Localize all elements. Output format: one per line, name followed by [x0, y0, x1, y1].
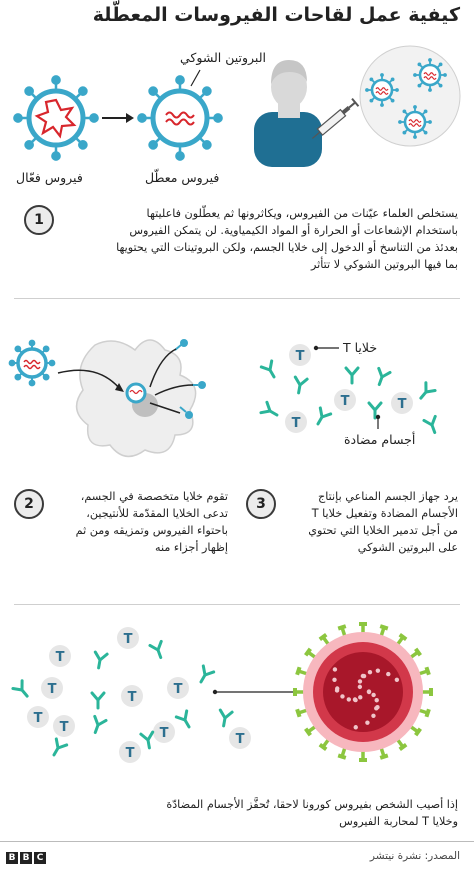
svg-text:T: T: [123, 632, 133, 647]
antibody-icon: [218, 710, 232, 727]
inactivated-virus-label: فيروس معطّل: [145, 170, 220, 185]
t-cell-icon: [334, 389, 356, 411]
svg-text:T: T: [295, 349, 305, 364]
antibody-icon: [424, 416, 440, 434]
antibody-icon: [92, 693, 104, 708]
svg-text:T: T: [47, 682, 57, 697]
step-number-badge: 3: [246, 489, 276, 519]
antibody-icon: [90, 716, 106, 734]
arrow-icon: [102, 113, 134, 123]
t-cells-group: [27, 627, 251, 763]
svg-text:T: T: [59, 720, 69, 735]
t-cell-icon: [153, 721, 175, 743]
antibodies-label: أجسام مضادة: [344, 432, 416, 447]
active-virus-label: فيروس فعّال: [16, 170, 83, 185]
step3-description: يرد جهاز الجسم المناعي بإنتاج الأجسام المضادة وتفعيل خلايا T من أجل تدمير الخلايا التي تحتوي على البروتين الشوكي: [308, 490, 458, 554]
section-divider: [14, 604, 460, 605]
t-cell-icon: [121, 685, 143, 707]
t-cell-icon: [167, 677, 189, 699]
antibody-icon: [374, 368, 390, 386]
svg-text:T: T: [235, 732, 245, 747]
step2-description: تقوم خلايا متخصصة في الجسم، تدعى الخلايا المقدّمة للأنتيجين، باحتواء الفيروس وتمزيقه ومن ثم إظهار أجزاء منه: [75, 490, 228, 554]
svg-text:T: T: [291, 416, 301, 431]
antibody-icon: [49, 739, 67, 758]
antigen-presenting-cell-icon: [77, 339, 206, 456]
inactivated-virus-icon: [138, 76, 221, 159]
step4-illustration: [0, 620, 474, 780]
svg-text:T: T: [397, 397, 407, 412]
step-number-badge: 1: [24, 205, 54, 235]
svg-text:T: T: [55, 650, 65, 665]
spike-protein-label: البروتين الشوكي: [180, 50, 266, 65]
antibody-icon: [196, 666, 214, 685]
step1-description: يستخلص العلماء عيّنات من الفيروس، ويكاثرونها ثم يعطّلون فاعليتها باستخدام الإشعاعات أو الحرارة أو المواد الكيمياوية. لن يتمكن الفيروس بعدئذ من التناسخ أو الدخول إلى خلايا الجسم، ولكن البروتينات التي يحتويها بما فيها البروتين الشوكي لا تتأثر: [116, 207, 458, 271]
t-cell-icon: [53, 715, 75, 737]
t-cells-group: [285, 344, 413, 433]
step4-description: إذا أصيب الشخص بفيروس كورونا لاحقا، تُحفَّز الأجسام المضادّة وخلايا T لمحاربة الفيروس: [166, 798, 458, 828]
antibody-icon: [261, 402, 280, 420]
antibody-icon: [416, 383, 435, 402]
t-cell-icon: [119, 741, 141, 763]
antibody-icon: [176, 711, 194, 730]
t-cell-icon: [229, 727, 251, 749]
active-virus-icon: [14, 76, 97, 159]
spike-pointer-line: [191, 70, 200, 86]
bbc-logo: B B C: [6, 852, 46, 864]
coronavirus-icon: [293, 622, 433, 762]
footer-divider: [0, 841, 474, 842]
person-icon: [254, 60, 322, 167]
magnified-viruses-icon: [360, 46, 460, 146]
t-cell-icon: [285, 411, 307, 433]
t-cell-icon: [391, 392, 413, 414]
antibody-icon: [313, 408, 331, 427]
virus-icon: [10, 341, 55, 386]
t-cell-icon: [41, 677, 63, 699]
svg-text:T: T: [127, 690, 137, 705]
svg-text:T: T: [159, 726, 169, 741]
antibody-icon: [346, 368, 358, 383]
antibody-icon: [93, 652, 107, 669]
t-cell-icon: [117, 627, 139, 649]
section-divider: [14, 298, 460, 299]
t-cell-icon: [27, 706, 49, 728]
svg-text:T: T: [33, 711, 43, 726]
page-title: كيفية عمل لقاحات الفيروسات المعطّلة: [92, 4, 460, 26]
source-caption: المصدر: نشرة نيتشر: [369, 850, 460, 862]
svg-text:T: T: [125, 746, 135, 761]
step-number-badge: 2: [14, 489, 44, 519]
antibody-icon: [150, 641, 166, 659]
t-cell-icon: [49, 645, 71, 667]
antibody-icon: [13, 681, 32, 700]
t-cells-label: خلايا T: [343, 340, 378, 355]
svg-text:T: T: [173, 682, 183, 697]
antibody-icon: [293, 377, 307, 394]
svg-text:T: T: [340, 394, 350, 409]
t-cell-icon: [289, 344, 311, 366]
antibody-icon: [141, 732, 155, 749]
antibody-icon: [261, 361, 279, 380]
